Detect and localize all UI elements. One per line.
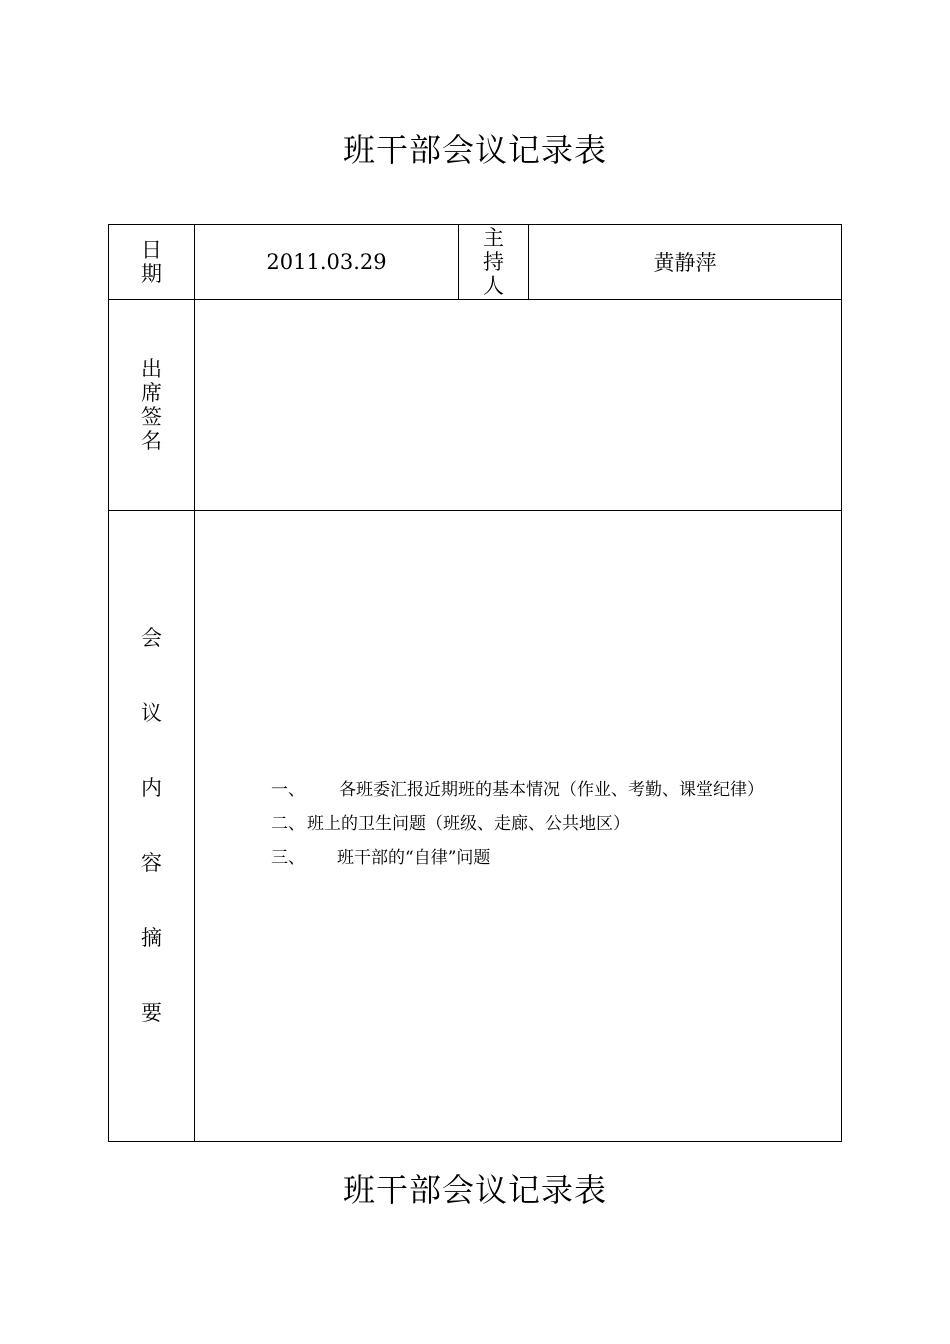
agenda-item-number: 二、: [271, 814, 305, 834]
date-row: [109, 225, 842, 300]
date-value-cell[interactable]: [195, 225, 459, 300]
date-label-cell: [109, 225, 195, 300]
signature-row: [109, 300, 842, 511]
content-cell[interactable]: [195, 511, 842, 1142]
date-label: 日期: [141, 238, 162, 286]
signature-label-cell: [109, 300, 195, 511]
page-title: 班干部会议记录表: [342, 131, 607, 169]
agenda-list: [271, 773, 764, 875]
content-label-cell: [109, 511, 195, 1142]
agenda-item: [271, 807, 764, 841]
agenda-item: [271, 773, 764, 807]
host-value-cell[interactable]: [529, 225, 842, 300]
content-label: 会议内容摘要: [141, 626, 162, 1025]
agenda-item: [271, 841, 764, 875]
meeting-record-table: [108, 224, 842, 1142]
agenda-item-number: 三、: [271, 848, 305, 868]
agenda-item-text: 班干部的“自律”问题: [337, 848, 491, 868]
content-row: [109, 511, 842, 1142]
agenda-item-number: 一、: [271, 780, 305, 800]
signature-label: 出席签名: [141, 357, 162, 453]
agenda-item-text: 各班委汇报近期班的基本情况（作业、考勤、课堂纪律）: [339, 780, 764, 800]
host-label-cell: [459, 225, 529, 300]
footer-title: 班干部会议记录表: [342, 1171, 607, 1209]
date-value: 2011.03.29: [266, 250, 387, 274]
host-value: 黄静萍: [653, 251, 717, 275]
agenda-item-text: 班上的卫生问题（班级、走廊、公共地区）: [307, 814, 630, 834]
host-label: 主持人: [483, 226, 504, 298]
signature-cell[interactable]: [195, 300, 842, 511]
